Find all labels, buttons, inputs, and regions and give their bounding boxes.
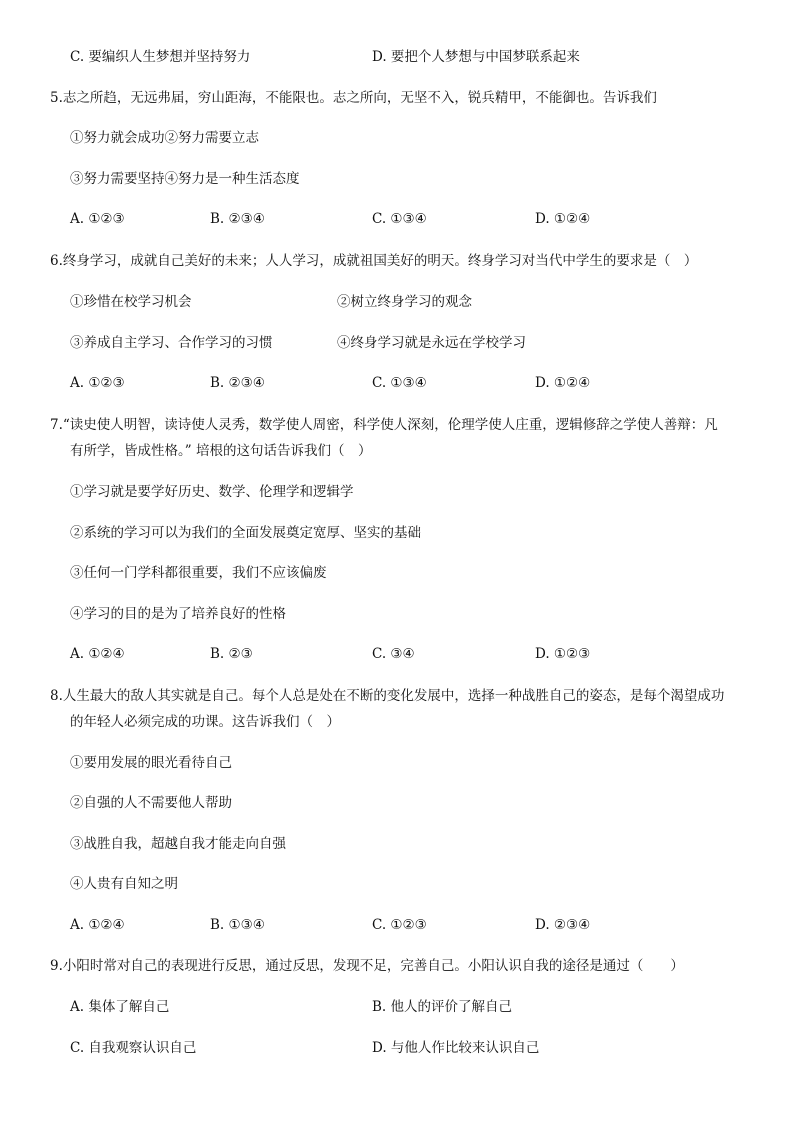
q5-statement-1: ①努力就会成功②努力需要立志 (70, 130, 259, 146)
q7-option-b[interactable]: B. ②③ (210, 646, 253, 662)
q7-option-c[interactable]: C. ③④ (372, 646, 415, 662)
q8-statement-3: ③战胜自我，超越自我才能走向自强 (70, 836, 286, 852)
q4-option-c[interactable]: C. 要编织人生梦想并坚持努力 (70, 49, 251, 65)
q7-option-d[interactable]: D. ①②③ (535, 646, 591, 662)
q8-statement-2: ②自强的人不需要他人帮助 (70, 795, 232, 811)
q8-option-d[interactable]: D. ②③④ (535, 917, 591, 933)
q5-option-b[interactable]: B. ②③④ (210, 211, 265, 227)
q5-option-c[interactable]: C. ①③④ (372, 211, 427, 227)
q7-statement-2: ②系统的学习可以为我们的全面发展奠定宽厚、坚实的基础 (70, 525, 421, 541)
q9-stem: 9.小阳时常对自己的表现进行反思，通过反思，发现不足，完善自己。小阳认识自我的途径是通过（ ） (50, 958, 684, 974)
q5-statement-2: ③努力需要坚持④努力是一种生活态度 (70, 171, 300, 187)
q5-option-d[interactable]: D. ①②④ (535, 211, 591, 227)
q5-option-a[interactable]: A. ①②③ (70, 211, 125, 227)
q8-stem-line-1: 8.人生最大的敌人其实就是自己。每个人总是处在不断的变化发展中，选择一种战胜自己的姿态，是每个渴望成功 (50, 688, 725, 704)
q9-option-b[interactable]: B. 他人的评价了解自己 (372, 999, 513, 1015)
q8-statement-1: ①要用发展的眼光看待自己 (70, 755, 232, 771)
q7-stem-line-2: 有所学，皆成性格。” 培根的这句话告诉我们（ ） (70, 443, 372, 459)
q6-statement-4: ④终身学习就是永远在学校学习 (337, 335, 526, 351)
q6-option-c[interactable]: C. ①③④ (372, 375, 427, 391)
q9-option-d[interactable]: D. 与他人作比较来认识自己 (372, 1040, 540, 1056)
q7-statement-1: ①学习就是要学好历史、数学、伦理学和逻辑学 (70, 484, 354, 500)
q6-option-b[interactable]: B. ②③④ (210, 375, 265, 391)
q5-stem: 5.志之所趋，无远弗届，穷山距海，不能限也。志之所向，无坚不入，锐兵精甲，不能御也。告诉我们 (50, 90, 657, 106)
q8-option-a[interactable]: A. ①②④ (70, 917, 125, 933)
q8-option-c[interactable]: C. ①②③ (372, 917, 427, 933)
q6-statement-3: ③养成自主学习、合作学习的习惯 (70, 335, 273, 351)
q7-stem-line-1: 7.“读史使人明智，读诗使人灵秀，数学使人周密，科学使人深刻，伦理学使人庄重，逻辑修辞之学使人善辩：凡 (50, 417, 718, 433)
q9-option-a[interactable]: A. 集体了解自己 (70, 999, 170, 1015)
q6-option-a[interactable]: A. ①②③ (70, 375, 125, 391)
q6-stem: 6.终身学习，成就自己美好的未来；人人学习，成就祖国美好的明天。终身学习对当代中学生的要求是（ ） (50, 253, 698, 269)
q6-statement-1: ①珍惜在校学习机会 (70, 294, 192, 310)
q6-option-d[interactable]: D. ①②④ (535, 375, 591, 391)
q6-statement-2: ②树立终身学习的观念 (337, 294, 472, 310)
q9-option-c[interactable]: C. 自我观察认识自己 (70, 1040, 197, 1056)
q4-option-d[interactable]: D. 要把个人梦想与中国梦联系起来 (372, 49, 580, 65)
q7-statement-3: ③任何一门学科都很重要，我们不应该偏废 (70, 565, 327, 581)
q7-statement-4: ④学习的目的是为了培养良好的性格 (70, 606, 286, 622)
q8-statement-4: ④人贵有自知之明 (70, 876, 178, 892)
q8-option-b[interactable]: B. ①③④ (210, 917, 265, 933)
q8-stem-line-2: 的年轻人必须完成的功课。这告诉我们（ ） (70, 714, 340, 730)
q7-option-a[interactable]: A. ①②④ (70, 646, 125, 662)
